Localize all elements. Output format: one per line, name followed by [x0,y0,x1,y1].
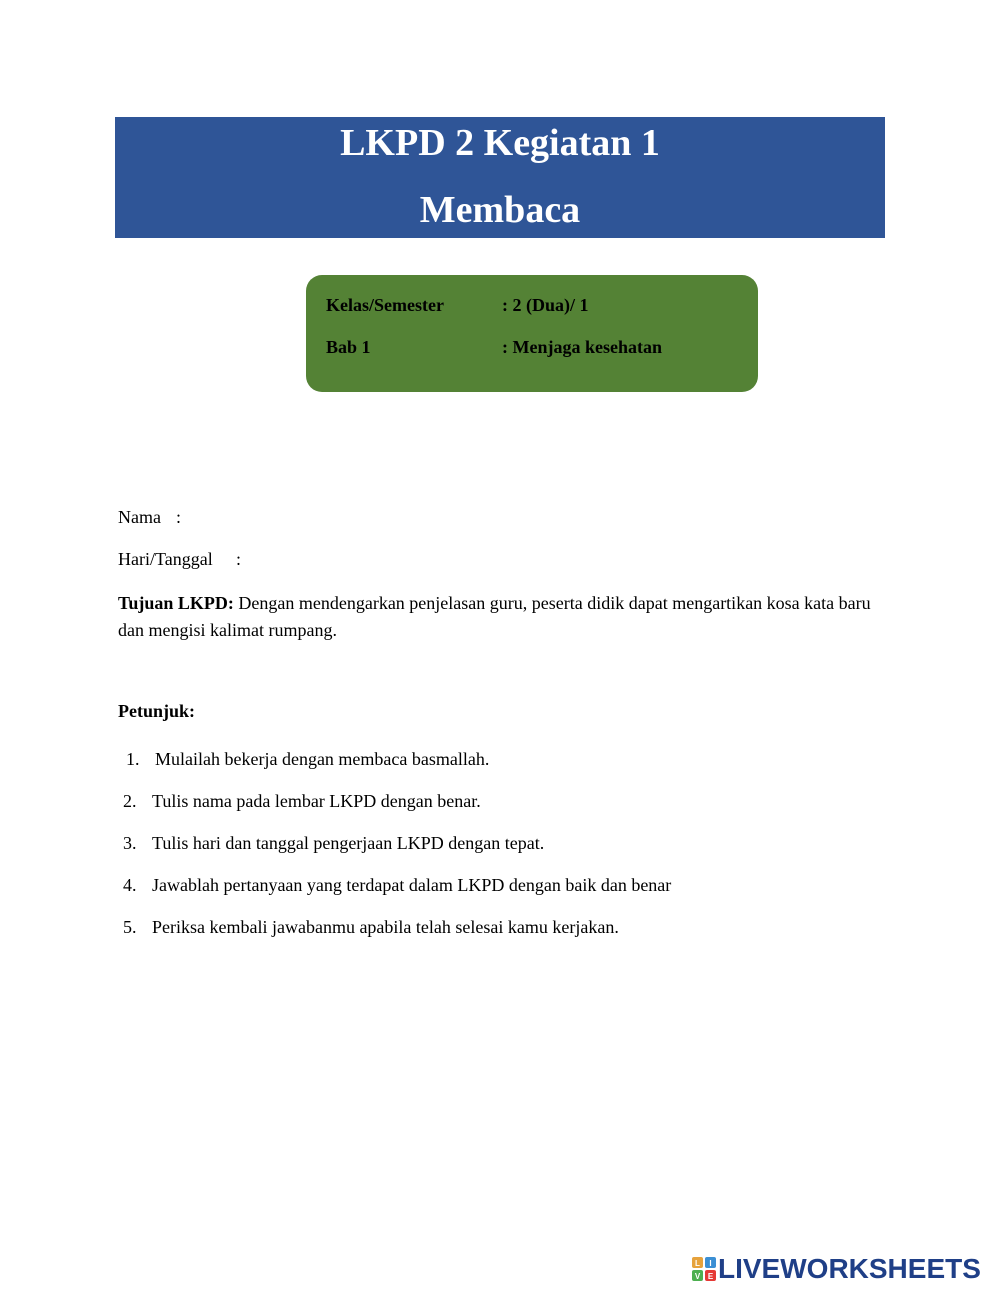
page-title: LKPD 2 Kegiatan 1 [340,122,660,164]
tujuan-text: Dengan mendengarkan penjelasan guru, peserta didik dapat mengartikan kosa kata baru dan mengisi kalimat rumpang. [118,593,871,640]
nama-field [118,507,182,527]
list-item-text: Tulis nama pada lembar LKPD dengan benar. [152,791,481,811]
liveworksheets-logo-icon [692,1257,716,1281]
petunjuk-heading: Petunjuk: [118,701,196,721]
tujuan-label: Tujuan LKPD: [118,593,234,613]
svg-text:L: L [695,1259,700,1268]
page-subtitle: Membaca [419,189,581,231]
logo-text: LIVEWORKSHEETS [718,1253,981,1284]
list-item-number: 3. [123,833,137,853]
hari-tanggal-colon: : [236,549,242,569]
svg-text:E: E [707,1272,714,1281]
list-item-number: 2. [123,791,137,811]
info-label: Bab 1 [326,337,371,357]
class-info-box [306,275,758,392]
svg-text:I: I [709,1259,712,1268]
nama-colon: : [176,507,182,527]
svg-text:V: V [694,1272,701,1281]
list-item-text: Mulailah bekerja dengan membaca basmallah. [155,749,490,769]
info-label: Kelas/Semester [326,295,444,315]
nama-label: Nama [118,507,161,527]
list-item-text: Tulis hari dan tanggal pengerjaan LKPD dengan tepat. [152,833,545,853]
hari-tanggal-field [118,549,242,569]
tujuan-paragraph [118,590,878,644]
info-value: : Menjaga kesehatan [502,337,662,357]
list-item-number: 1. [126,749,140,769]
title-banner [115,117,885,238]
list-item-number: 4. [123,875,137,895]
list-item-text: Jawablah pertanyaan yang terdapat dalam LKPD dengan baik dan benar [152,875,672,895]
info-value: : 2 (Dua)/ 1 [502,295,589,315]
list-item-text: Periksa kembali jawabanmu apabila telah selesai kamu kerjakan. [152,917,619,937]
liveworksheets-logo [692,1254,981,1284]
hari-tanggal-label: Hari/Tanggal [118,549,213,569]
list-item-number: 5. [123,917,137,937]
